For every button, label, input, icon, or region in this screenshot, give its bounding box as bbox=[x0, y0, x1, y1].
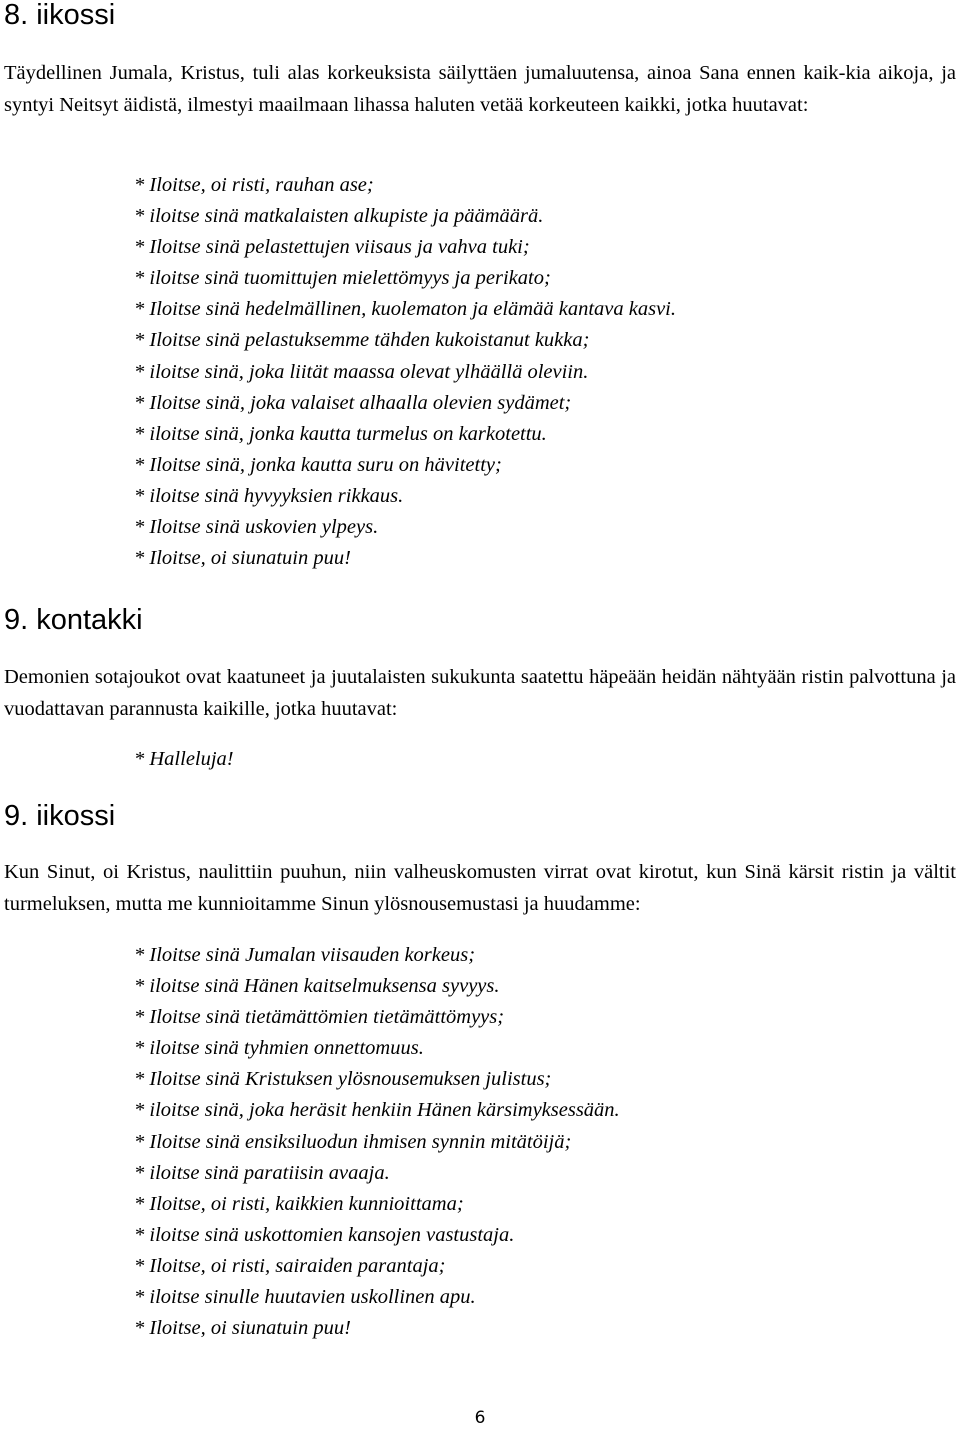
verse-line: * Iloitse sinä, jonka kautta suru on hävitetty; bbox=[134, 453, 502, 476]
verse-line: * iloitse sinä paratiisin avaaja. bbox=[134, 1161, 390, 1184]
verse-line: * iloitse sinä uskottomien kansojen vastustaja. bbox=[134, 1223, 515, 1246]
page-number: 6 bbox=[474, 1408, 486, 1428]
verse-line: * Iloitse sinä tietämättömien tietämättömyys; bbox=[134, 1006, 505, 1029]
verse-line: * Iloitse sinä, joka valaiset alhaalla olevien sydämet; bbox=[134, 391, 572, 414]
verse-line: * iloitse sinä tyhmien onnettomuus. bbox=[134, 1037, 424, 1060]
verse-line: * Halleluja! bbox=[134, 748, 234, 770]
verse-line: * iloitse sinä Hänen kaitselmuksensa syvyys. bbox=[134, 975, 500, 998]
verse-line: * Iloitse, oi siunatuin puu! bbox=[134, 547, 351, 570]
verse-line: * iloitse sinä matkalaisten alkupiste ja päämäärä. bbox=[134, 205, 544, 228]
section-heading: 9. iikossi bbox=[4, 800, 116, 832]
verse-line: * iloitse sinä, jonka kautta turmelus on karkotettu. bbox=[134, 422, 547, 445]
verse-line: * Iloitse, oi risti, sairaiden parantaja; bbox=[134, 1254, 446, 1277]
verse-line: * Iloitse, oi risti, rauhan ase; bbox=[134, 174, 374, 196]
verse-line: * Iloitse sinä ensiksiluodun ihmisen synnin mitätöijä; bbox=[134, 1130, 572, 1153]
verse-line: * Iloitse sinä Jumalan viisauden korkeus; bbox=[134, 944, 476, 966]
section-paragraph: Täydellinen Jumala, Kristus, tuli alas korkeuksista säilyttäen jumaluutensa, ainoa Sana ennen kaik-kia aikoja, ja syntyi Neitsyt äidistä, ilmestyi maailmaan lihassa haluten vetää korkeuteen kaikki, jotka huutavat: bbox=[4, 62, 956, 116]
verse-line: * Iloitse, oi risti, kaikkien kunnioittama; bbox=[134, 1192, 464, 1215]
verse-line: * Iloitse sinä uskovien ylpeys. bbox=[134, 516, 379, 539]
verse-line: * iloitse sinä tuomittujen mielettömyys ja perikato; bbox=[134, 267, 551, 290]
verse-line: * iloitse sinä hyvyyksien rikkaus. bbox=[134, 484, 404, 507]
verse-line: * Iloitse, oi siunatuin puu! bbox=[134, 1317, 351, 1340]
verse-line: * iloitse sinä, joka heräsit henkiin Hänen kärsimyksessään. bbox=[134, 1099, 620, 1122]
verse-line: * iloitse sinä, joka liität maassa olevat ylhäällä oleviin. bbox=[134, 360, 589, 383]
section-paragraph: Kun Sinut, oi Kristus, naulittiin puuhun, niin valheuskomusten virrat ovat kirotut, kun Sinä kärsit ristin ja vältit turmeluksen, mutta me kunnioitamme Sinun ylösnousemustasi ja huudamme: bbox=[4, 861, 956, 915]
section-heading: 9. kontakki bbox=[4, 604, 143, 636]
section-heading: 8. iikossi bbox=[4, 0, 116, 31]
section-paragraph: Demonien sotajoukot ovat kaatuneet ja juutalaisten sukukunta saatettu häpeään heidän nähtyään ristin palvottuna ja vuodattavan parannusta kaikille, jotka huutavat: bbox=[4, 666, 956, 720]
verse-line: * Iloitse sinä Kristuksen ylösnousemuksen julistus; bbox=[134, 1068, 552, 1091]
verse-line: * Iloitse sinä hedelmällinen, kuolematon ja elämää kantava kasvi. bbox=[134, 298, 676, 321]
verse-list bbox=[134, 940, 620, 1344]
verse-line: * Iloitse sinä pelastuksemme tähden kukoistanut kukka; bbox=[134, 329, 590, 352]
verse-line: * Iloitse sinä pelastettujen viisaus ja vahva tuki; bbox=[134, 236, 530, 259]
verse-line: * iloitse sinulle huutavien uskollinen apu. bbox=[134, 1286, 476, 1309]
verse-list bbox=[134, 170, 676, 574]
verse-list bbox=[134, 744, 234, 775]
